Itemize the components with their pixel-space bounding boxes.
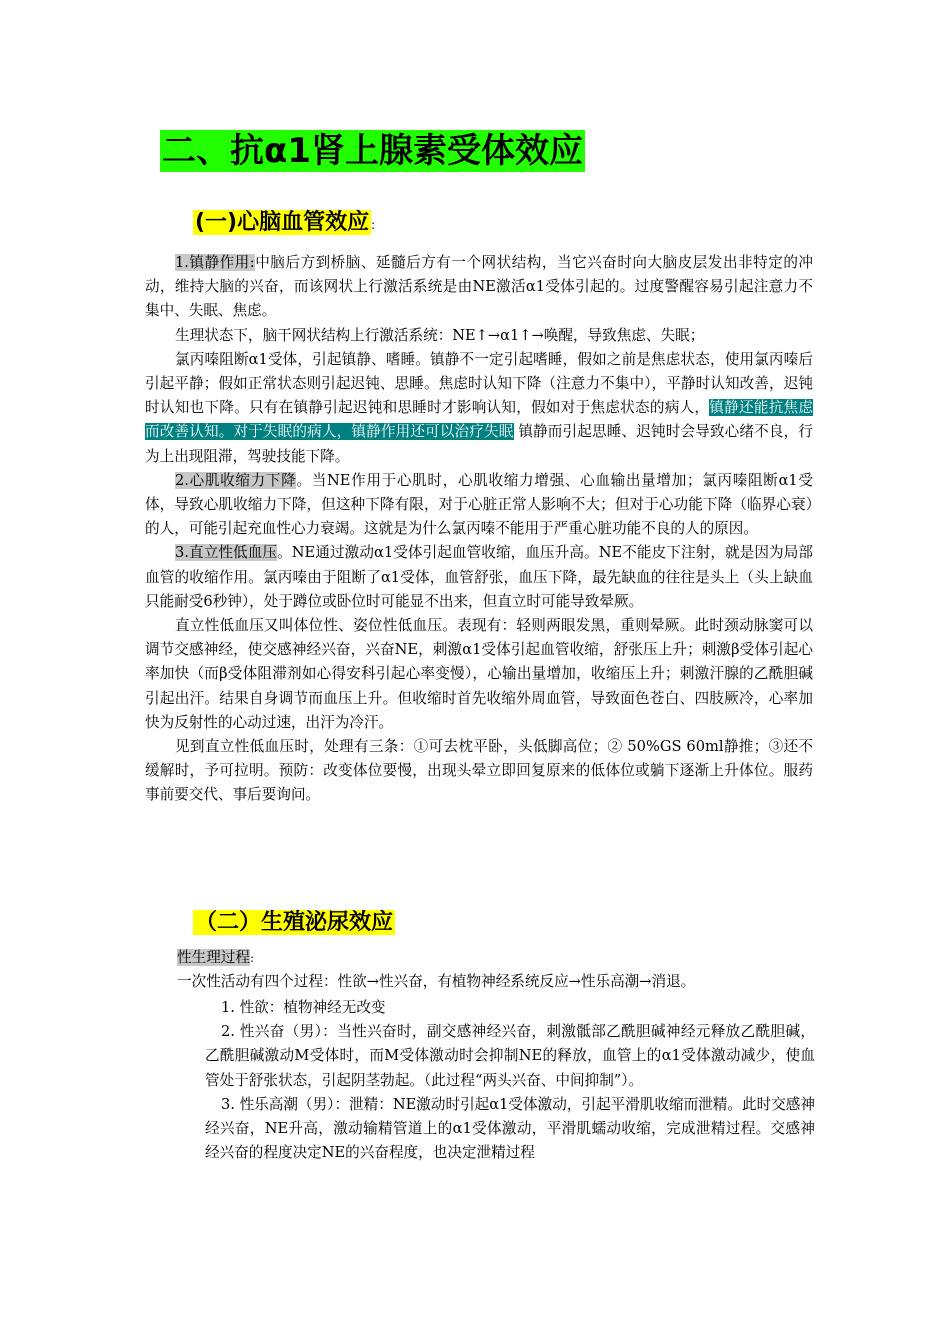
subsection-title-1: (一)心脑血管效应 (195, 210, 370, 235)
label-sedation: 1.镇静作用: (175, 254, 255, 271)
label-sexual: 性生理过程 (177, 949, 250, 966)
subsection-heading-1 (193, 208, 375, 238)
label-colon: : (249, 951, 255, 965)
label-hypotension: 3.直立性低血压 (175, 544, 278, 562)
subsection-title-2: （二）生殖泌尿效应 (195, 910, 394, 935)
sexual-intro: 一次性活动有四个过程：性欲→性兴奋，有植物神经系统反应→性乐高潮→消退。 (177, 973, 696, 991)
paragraph-orthostatic: 直立性低血压又叫体位性、姿位性低血压。表现有：轻则两眼发黑，重则晕厥。此时颈动脉窦可以调节交感神经，使交感神经兴奋，兴奋NE，刺激α1受体引起血管收缩，舒张压上升；刺激β受体引起心率加快（而β受体阻滞剂如心得安科引起心率变慢），心输出量增加，收缩压上升；刺激汗腺的乙酰胆碱引起出汗。结果自身调节而血压上升。但收缩时首先收缩外周血管，导致面色苍白、四肢厥冷，心率加快为反射性的心动过速，出汗为冷汗。 (145, 617, 813, 731)
paragraph-treatment: 见到直立性低血压时，处理有三条：①可去枕平卧，头低脚高位；② 50%GS 60ml静推；③还不缓解时，予可拉明。预防：改变体位要慢，出现头晕立即回复原来的低体位或躺下逐渐上升体位。服药事前要交代、事后要询问。 (145, 738, 813, 804)
subsection-colon: : (371, 218, 376, 232)
list-item: 3. 性乐高潮（男）：泄精：NE激动时引起α1受体激动，引起平滑肌收缩而泄精。此时交感神经兴奋，NE升高，激动输精管道上的α1受体激动，平滑肌蠕动收缩，完成泄精过程。交感神经兴奋的程度决定NE的兴奋程度，也决定泄精过程 (205, 1095, 815, 1162)
text-chlorpromazine: 氯丙嗪阻断α1受体，引起镇静、嗜睡。镇静不一定引起嗜睡，假如之前是焦虑状态，使用氯丙嗪后引起平静；假如正常状态则引起迟钝、思睡。焦虑时认知下降（注意力不集中），平静时认知改善，迟钝时认知也下降。只有在镇静引起迟钝和思睡时才影响认知，假如对于焦虑状态的病人， (145, 350, 813, 417)
paragraph-hypotension (145, 541, 813, 614)
text-myocardial: 。当NE作用于心肌时，心肌收缩力增强、心血输出量增加；氯丙嗪阻断α1受体，导致心肌收缩力下降，但这种下降有限，对于心脏正常人影响不大；但对于心功能下降（临界心衰）的人，可能引起充血性心力衰竭。这就是为什么氯丙嗪不能用于严重心脏功能不良的人的原因。 (145, 471, 813, 538)
paragraph-myocardial (145, 469, 813, 542)
list-item: 2. 性兴奋（男）：当性兴奋时，副交感神经兴奋，刺激骶部乙酰胆碱神经元释放乙酰胆碱，乙酰胆碱激动M受体时，而M受体激动时会抑制NE的释放，血管上的α1受体激动减少，使血管处于舒张状态，引起阴茎勃起。（此过程“两头兴奋、中间抑制”）。 (205, 1023, 815, 1089)
subsection-heading-2 (193, 908, 395, 938)
section-title: 二、抗α1肾上腺素受体效应 (162, 131, 584, 171)
text-chlorpromazine-after: 镇静而引起思睡、迟钝时会导致心绪不良，行为上出现阻滞，驾驶技能下降。 (145, 423, 813, 465)
sexual-stage-list (205, 996, 815, 1165)
text-sedation: 中脑后方到桥脑、延髓后方有一个网状结构，当它兴奋时向大脑皮层发出非特定的冲动，维持大脑的兴奋，而该网状上行激活系统是由NE激活α1受体引起的。过度警醒容易引起注意力不集中、失眠、焦虑。 (145, 254, 813, 320)
paragraph-physiology: 生理状态下，脑干网状结构上行激活系统：NE↑→α1↑→唤醒，导致焦虑、失眠； (175, 326, 705, 344)
sexual-label-line (177, 946, 817, 970)
list-item: 1. 性欲：植物神经无改变 (221, 999, 386, 1016)
label-myocardial: 2.心肌收缩力下降 (175, 471, 297, 489)
paragraph-chlorpromazine (145, 348, 813, 469)
sexual-physiology-block (177, 946, 817, 994)
highlight-anxiety: 镇静还能抗焦虑而改善认知。对于失眠的病人，镇静作用还可以治疗失眠 (145, 399, 813, 441)
paragraph-sedation (145, 251, 813, 324)
section-1-body (145, 251, 813, 808)
text-hypotension: 。NE通过激动α1受体引起血管收缩，血压升高。NE不能皮下注射，就是因为局部血管的收缩作用。氯丙嗪由于阻断了α1受体，血管舒张，血压下降，最先缺血的往往是头上（头上缺血只能耐受6秒钟），处于蹲位或卧位时可能显不出来，但直立时可能导致晕厥。 (145, 544, 813, 610)
